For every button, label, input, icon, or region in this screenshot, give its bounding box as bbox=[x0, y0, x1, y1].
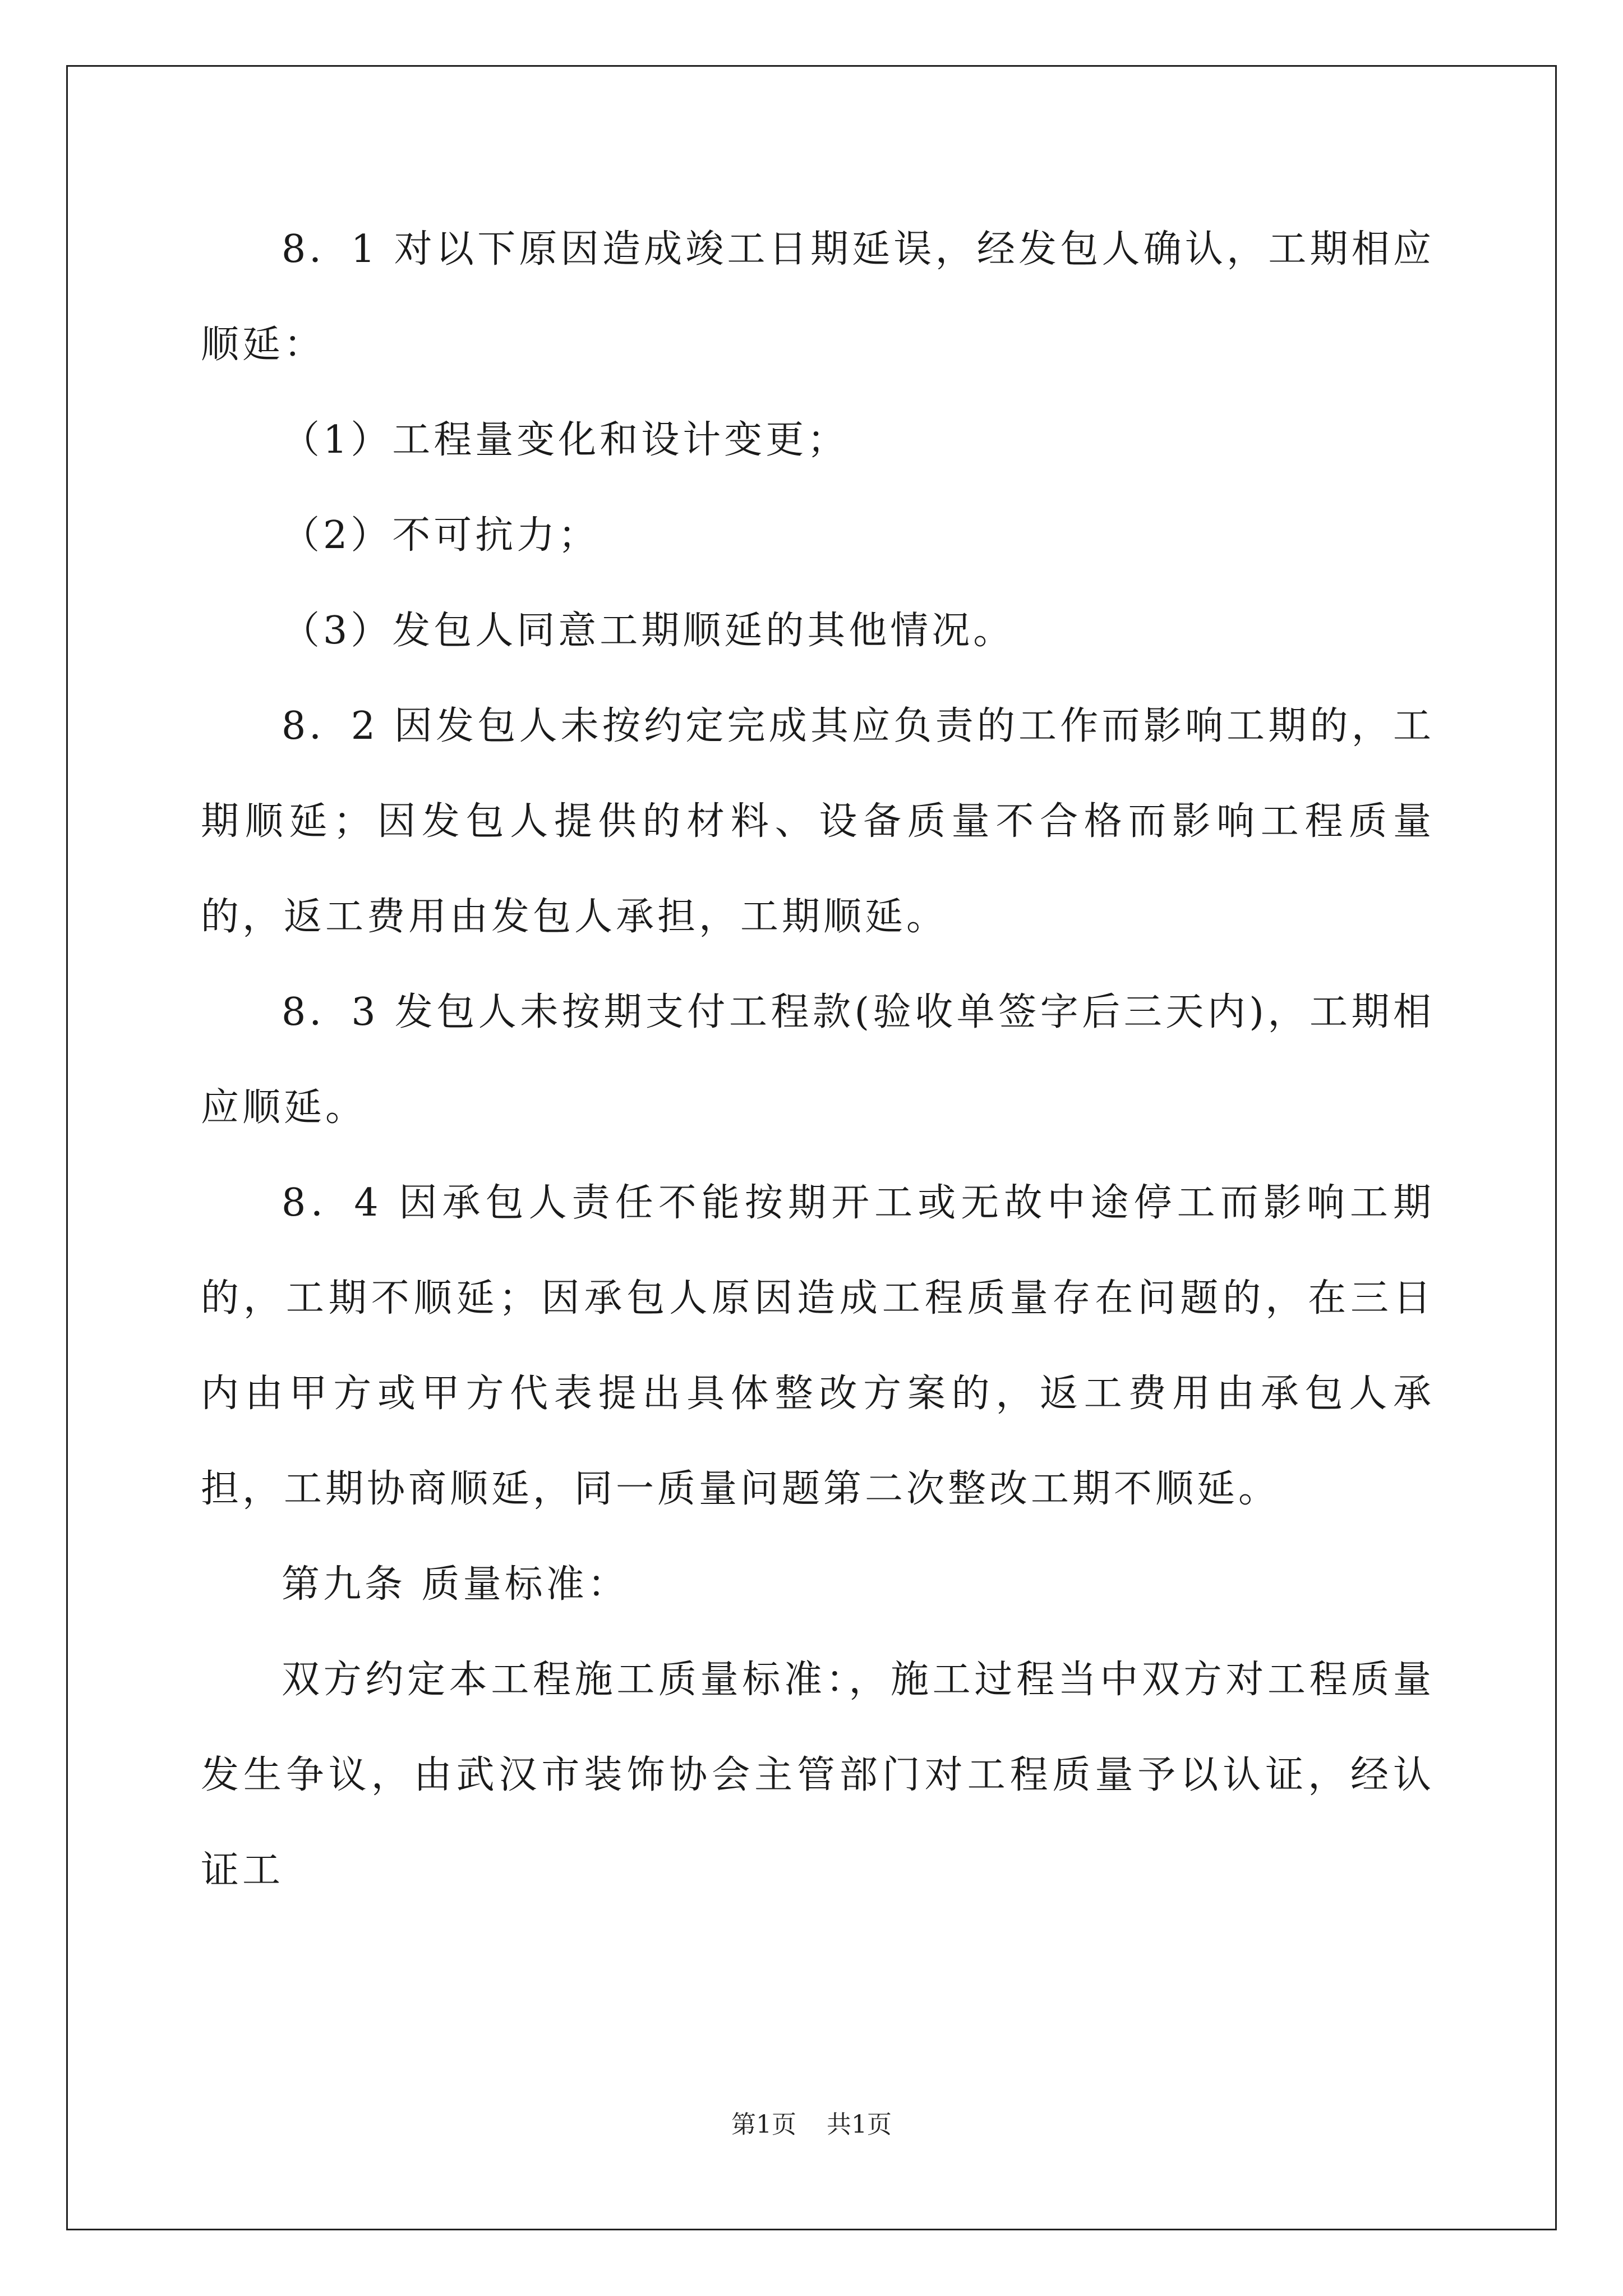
list-item-2: （2）不可抗力； bbox=[282, 513, 600, 558]
page-total: 共1页 bbox=[827, 2110, 892, 2139]
paragraph-8-3: 8．3 发包人未按期支付工程款(验收单签字后三天内)，工期相应顺延。 bbox=[201, 990, 1435, 1130]
list-item-3: （3）发包人同意工期顺延的其他情况。 bbox=[282, 609, 1015, 653]
section-heading-article-9: 第九条 质量标准： bbox=[282, 1562, 629, 1607]
list-item-1: （1）工程量变化和设计变更； bbox=[282, 418, 849, 462]
paragraph-8-2: 8．2 因发包人未按约定完成其应负责的工作而影响工期的，工期顺延；因发包人提供的材料、设备质量不合格而影响工程质量的，返工费用由发包人承担，工期顺延。 bbox=[201, 704, 1435, 939]
page-footer bbox=[0, 2108, 1623, 2142]
page-number: 第1页 bbox=[731, 2110, 796, 2139]
paragraph-quality-standard: 双方约定本工程施工质量标准：，施工过程当中双方对工程质量发生争议，由武汉市装饰协会主管部门对工程质量予以认证，经认证工 bbox=[201, 1658, 1435, 1893]
paragraph-8-1: 8．1 对以下原因造成竣工日期延误，经发包人确认，工期相应顺延： bbox=[201, 227, 1435, 367]
paragraph-8-4: 8．4 因承包人责任不能按期开工或无故中途停工而影响工期的，工期不顺延；因承包人原因造成工程质量存在问题的，在三日内由甲方或甲方代表提出具体整改方案的，返工费用由承包人承担，工期协商顺延，同一质量问题第二次整改工期不顺延。 bbox=[201, 1181, 1435, 1511]
document-body bbox=[201, 202, 1435, 1918]
